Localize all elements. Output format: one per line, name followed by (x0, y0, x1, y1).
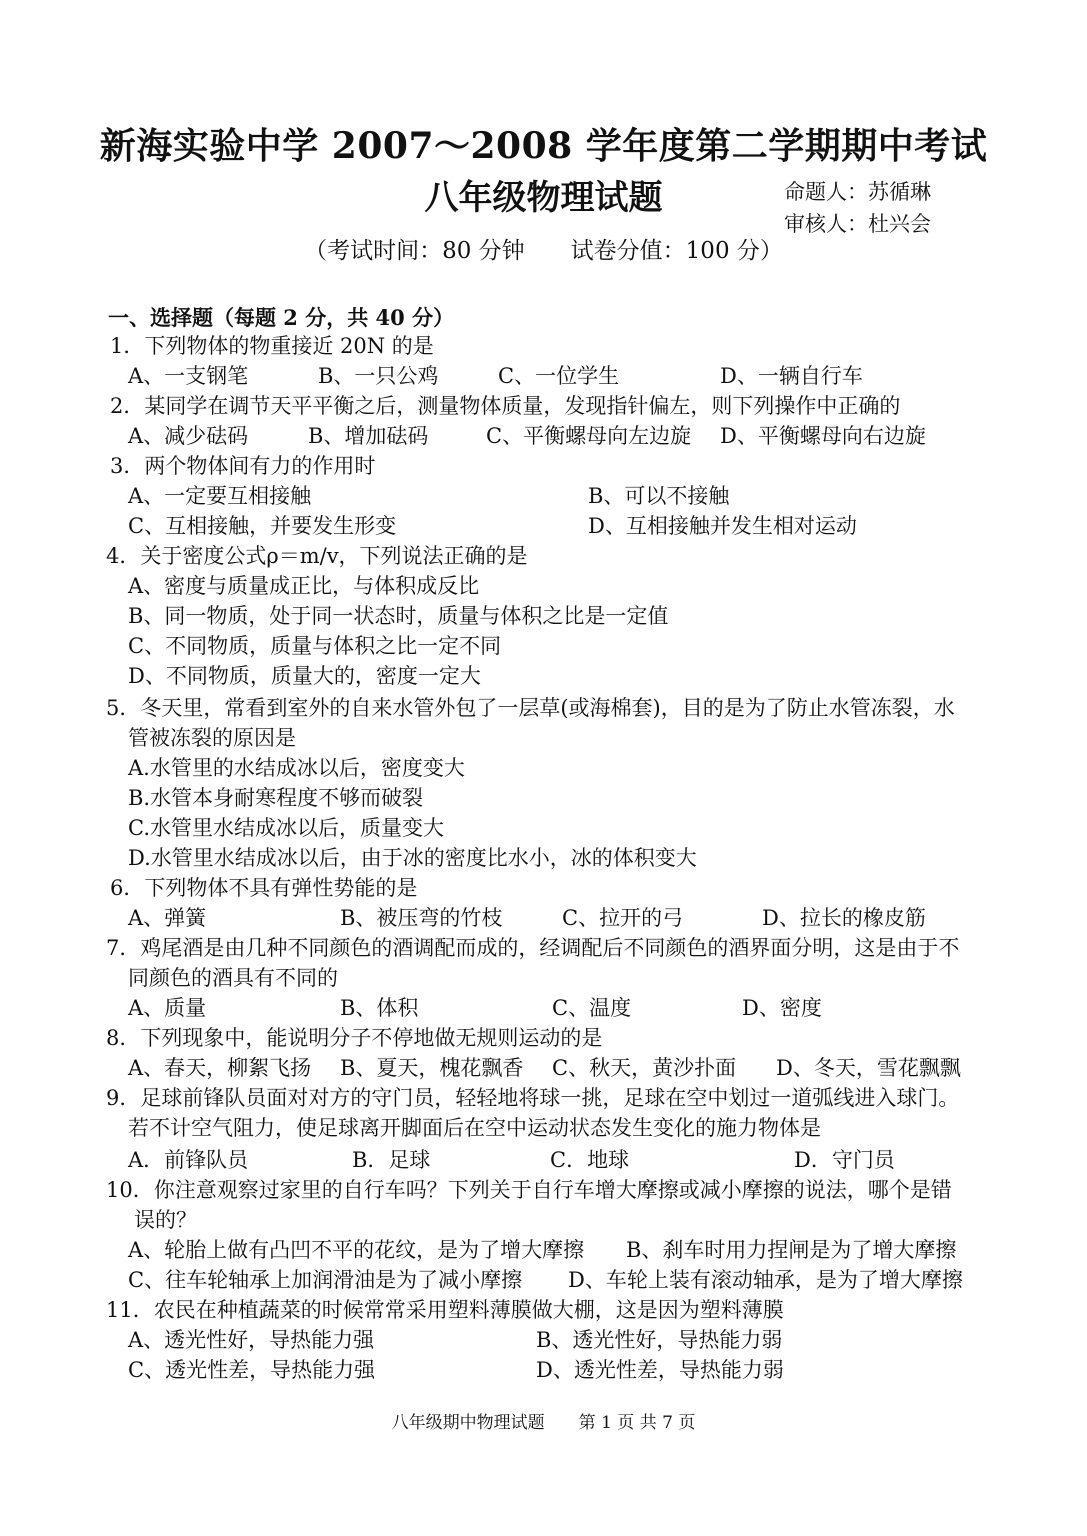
question-line-q5od: D.水管里水结成冰以后，由于冰的密度比水小，冰的体积变大 (128, 846, 697, 870)
question-line-q8c: C、秋天，黄沙扑面 (552, 1056, 737, 1080)
question-line-q5b: 管被冻裂的原因是 (128, 726, 296, 750)
question-line-q1d: D、一辆自行车 (720, 364, 863, 388)
question-line-q4a: A、密度与质量成正比，与体积成反比 (128, 574, 480, 598)
question-line-q6d: D、拉长的橡皮筋 (762, 906, 926, 930)
question-line-q3c: C、互相接触，并要发生形变 (128, 514, 397, 538)
question-line-q4b: B、同一物质，处于同一状态时，质量与体积之比是一定值 (128, 604, 669, 628)
question-line-q1: 1．下列物体的物重接近 20N 的是 (110, 334, 434, 358)
question-line-q1a: A、一支钢笔 (128, 364, 249, 388)
question-line-q6b: B、被压弯的竹枝 (340, 906, 503, 930)
question-line-q9ob: B．足球 (352, 1148, 431, 1172)
question-line-q9od: D．守门员 (794, 1148, 895, 1172)
section-title: 一、选择题（每题 2 分，共 40 分） (108, 305, 455, 330)
question-line-q6: 6．下列物体不具有弹性势能的是 (110, 876, 418, 900)
question-line-q4d: D、不同物质，质量大的，密度一定大 (128, 664, 481, 688)
question-line-q10od: D、车轮上装有滚动轴承，是为了增大摩擦 (568, 1268, 963, 1292)
question-line-q3d: D、互相接触并发生相对运动 (588, 514, 857, 538)
question-line-q8b: B、夏天，槐花飘香 (340, 1056, 524, 1080)
question-line-q9b: 若不计空气阻力，使足球离开脚面后在空中运动状态发生变化的施力物体是 (128, 1116, 821, 1140)
question-line-q4c: C、不同物质，质量与体积之比一定不同 (128, 634, 502, 658)
question-line-q8: 8．下列现象中，能说明分子不停地做无规则运动的是 (106, 1026, 603, 1050)
question-line-q3: 3．两个物体间有力的作用时 (110, 454, 376, 478)
page-footer: 八年级期中物理试题 第 1 页 共 7 页 (391, 1413, 696, 1433)
question-line-q7ob: B、体积 (340, 996, 419, 1020)
question-line-q8a: A、春天，柳絮飞扬 (128, 1056, 312, 1080)
question-line-q5oc: C.水管里水结成冰以后，质量变大 (128, 816, 444, 840)
question-line-q7oc: C、温度 (552, 996, 632, 1020)
question-line-q7b: 同颜色的酒具有不同的 (128, 966, 338, 990)
question-line-q11d: D、透光性差，导热能力弱 (536, 1358, 784, 1382)
question-line-q5: 5．冬天里，常看到室外的自来水管外包了一层草(或海棉套)，目的是为了防止水管冻裂，水 (106, 696, 955, 720)
question-line-q3a: A、一定要互相接触 (128, 484, 312, 508)
question-line-q6a: A、弹簧 (128, 906, 207, 930)
exam-info: （考试时间：80 分钟 试卷分值：100 分） (304, 238, 783, 264)
question-line-q11: 11．农民在种植蔬菜的时候常常采用塑料薄膜做大棚，这是因为塑料薄膜 (106, 1298, 784, 1322)
exam-title: 新海实验中学 2007～2008 学年度第二学期期中考试 (99, 125, 988, 167)
question-line-q1b: B、一只公鸡 (318, 364, 439, 388)
question-line-q2a: A、减少砝码 (128, 424, 249, 448)
author-label: 命题人：苏循琳 (784, 180, 931, 204)
question-line-q10b: 误的？ (134, 1208, 197, 1232)
question-line-q11c: C、透光性差，导热能力强 (128, 1358, 376, 1382)
reviewer-label: 审核人：杜兴会 (784, 212, 931, 236)
question-line-q7: 7．鸡尾酒是由几种不同颜色的酒调配而成的，经调配后不同颜色的酒界面分明，这是由于不 (106, 936, 960, 960)
question-line-q5ob: B.水管本身耐寒程度不够而破裂 (128, 786, 424, 810)
question-line-q10oc: C、往车轮轴承上加润滑油是为了减小摩擦 (128, 1268, 523, 1292)
question-line-q1c: C、一位学生 (498, 364, 620, 388)
question-line-q2c: C、平衡螺母向左边旋 (486, 424, 692, 448)
question-line-q9: 9．足球前锋队员面对对方的守门员，轻轻地将球一挑，足球在空中划过一道弧线进入球门。 (106, 1086, 960, 1110)
question-line-q2d: D、平衡螺母向右边旋 (720, 424, 926, 448)
question-line-q4: 4．关于密度公式ρ＝m/v，下列说法正确的是 (106, 544, 528, 568)
question-line-q2b: B、增加砝码 (308, 424, 429, 448)
question-line-q9oc: C．地球 (550, 1148, 630, 1172)
question-line-q10: 10．你注意观察过家里的自行车吗？下列关于自行车增大摩擦或减小摩擦的说法，哪个是错 (106, 1178, 952, 1202)
question-line-q10ob: B、刹车时用力捏闸是为了增大摩擦 (626, 1238, 957, 1262)
question-line-q11b: B、透光性好，导热能力弱 (536, 1328, 783, 1352)
question-line-q3b: B、可以不接触 (588, 484, 730, 508)
question-line-q7oa: A、质量 (128, 996, 207, 1020)
question-line-q2: 2．某同学在调节天平平衡之后，测量物体质量，发现指针偏左，则下列操作中正确的 (110, 394, 901, 418)
question-line-q10oa: A、轮胎上做有凸凹不平的花纹，是为了增大摩擦 (128, 1238, 585, 1262)
question-line-q11a: A、透光性好，导热能力强 (128, 1328, 375, 1352)
exam-subtitle: 八年级物理试题 (424, 178, 663, 218)
question-line-q9oa: A．前锋队员 (128, 1148, 249, 1172)
question-line-q5oa: A.水管里的水结成冰以后，密度变大 (128, 756, 465, 780)
question-line-q8d: D、冬天，雪花飘飘 (776, 1056, 961, 1080)
question-line-q6c: C、拉开的弓 (562, 906, 684, 930)
question-line-q7od: D、密度 (742, 996, 822, 1020)
